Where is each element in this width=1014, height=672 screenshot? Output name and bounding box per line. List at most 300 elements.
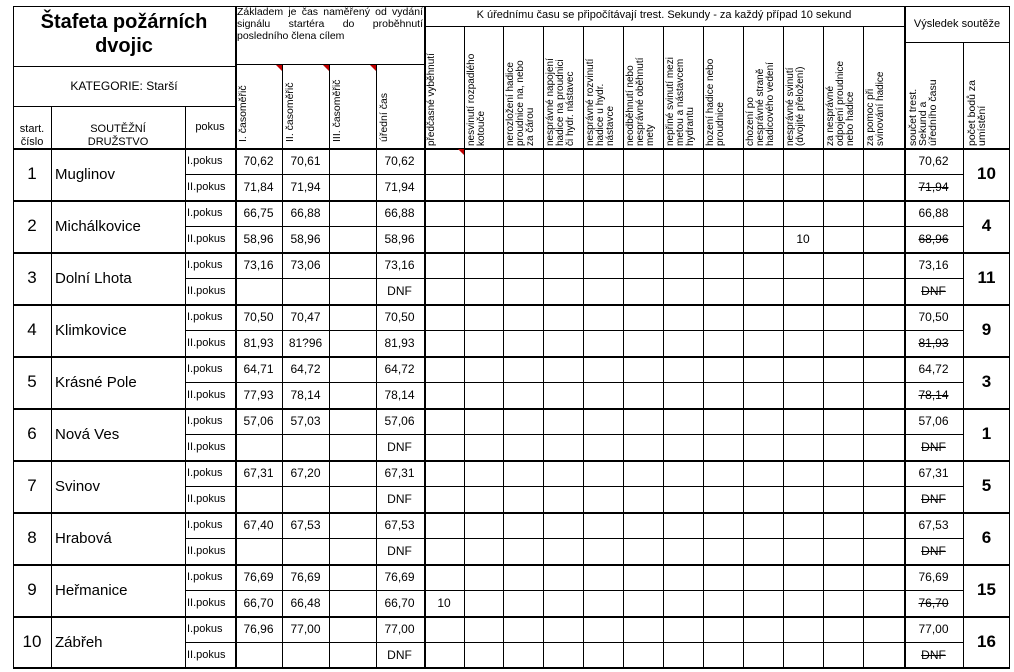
penalty-value-12 <box>863 174 904 200</box>
penalty-value-5 <box>583 434 623 460</box>
comment-marker <box>323 65 329 71</box>
official-time-value: 58,96 <box>384 232 415 246</box>
penalty-header-7: nepřiné svinutí mezi metou a nástavcem hydrantu <box>665 57 696 146</box>
penalty-value-12 <box>863 226 904 252</box>
attempt-label: I.pokus <box>187 259 223 271</box>
penalty-value-5 <box>583 226 623 252</box>
timer2-value <box>284 434 327 460</box>
attempt-label: II.pokus <box>187 597 226 609</box>
timer3-value <box>331 252 374 278</box>
penalty-value-11 <box>823 512 863 538</box>
penalty-value-11 <box>823 616 863 642</box>
penalty-value-10 <box>783 564 823 590</box>
penalty-value-7 <box>663 304 703 330</box>
penalty-value-3 <box>503 590 543 616</box>
timer2-value: 64,72 <box>290 362 321 376</box>
timer3-value <box>331 642 374 668</box>
penalty-value-7 <box>663 148 703 174</box>
penalty-value-1 <box>424 356 464 382</box>
penalty-value-4 <box>543 226 583 252</box>
penalty-value-2 <box>464 304 503 330</box>
penalty-value-7 <box>663 408 703 434</box>
penalty-value-5 <box>583 486 623 512</box>
penalty-value-3 <box>503 486 543 512</box>
start-number: 6 <box>27 424 37 443</box>
team-name: Muglinov <box>55 165 116 183</box>
penalty-value-7 <box>663 278 703 304</box>
penalty-value-1 <box>424 512 464 538</box>
penalty-value-7 <box>663 590 703 616</box>
penalty-value-10 <box>783 434 823 460</box>
timer2-value: 57,03 <box>290 414 321 428</box>
penalty-value-4 <box>543 174 583 200</box>
timer1-value: 70,62 <box>243 154 274 168</box>
penalty-value-4 <box>543 434 583 460</box>
penalty-value-1 <box>424 434 464 460</box>
penalty-value-6 <box>623 174 663 200</box>
timer1-value: 73,16 <box>243 258 274 272</box>
penalty-value-2 <box>464 408 503 434</box>
penalty-value-12 <box>863 382 904 408</box>
penalty-value-12 <box>863 278 904 304</box>
timer3-value <box>331 512 374 538</box>
sum-value: 78,14 <box>918 388 949 402</box>
comment-marker <box>276 65 282 71</box>
penalty-value-12 <box>863 486 904 512</box>
team-name: Dolní Lhota <box>55 269 132 287</box>
penalty-value-6 <box>623 226 663 252</box>
penalty-value-1 <box>424 330 464 356</box>
penalty-value-7 <box>663 200 703 226</box>
penalty-value-10 <box>783 408 823 434</box>
points-value: 15 <box>977 580 996 599</box>
penalty-value-1 <box>424 200 464 226</box>
sum-value: 77,00 <box>918 622 949 636</box>
penalty-header-2: nesvinutí rozpadlého kotouče <box>466 53 487 146</box>
penalty-value-12 <box>863 538 904 564</box>
penalty-value-8 <box>703 434 743 460</box>
penalty-value-8 <box>703 174 743 200</box>
timer1-value: 64,71 <box>243 362 274 376</box>
penalty-value-1 <box>424 148 464 174</box>
attempt-label: II.pokus <box>187 545 226 557</box>
official-time-value: 66,88 <box>384 206 415 220</box>
penalty-value-8 <box>703 642 743 668</box>
penalty-value-7 <box>663 434 703 460</box>
attempt-label: II.pokus <box>187 337 226 349</box>
penalty-value-11 <box>823 642 863 668</box>
penalty-value-8 <box>703 590 743 616</box>
penalty-header-10: nesprávné svinutí (dvojité přeložení) <box>785 66 806 146</box>
penalty-value-8 <box>703 148 743 174</box>
column-divider <box>376 64 377 668</box>
penalty-value-9 <box>743 356 783 382</box>
sum-value: DNF <box>921 284 946 298</box>
penalty-value-9 <box>743 538 783 564</box>
penalty-value-3 <box>503 382 543 408</box>
attempt-label: pokus <box>195 121 225 133</box>
timer3-value <box>331 330 374 356</box>
timer3-value <box>331 486 374 512</box>
points-value: 5 <box>981 476 992 495</box>
penalty-value-6 <box>623 356 663 382</box>
start-number: 1 <box>27 164 37 183</box>
penalty-value-6 <box>623 642 663 668</box>
penalty-value-10 <box>783 538 823 564</box>
penalty-value-7 <box>663 356 703 382</box>
penalty-value-8 <box>703 486 743 512</box>
timer3-value <box>331 590 374 616</box>
team-name: Klimkovice <box>55 321 127 339</box>
penalty-value-9 <box>743 460 783 486</box>
timer3-value <box>331 356 374 382</box>
official-time-value: 76,69 <box>384 570 415 584</box>
timer2-value: 66,48 <box>290 596 321 610</box>
penalty-value-12 <box>863 200 904 226</box>
timer3-value <box>331 460 374 486</box>
timer3-value <box>331 538 374 564</box>
sum-value: 76,69 <box>918 570 949 584</box>
points-value: 16 <box>977 632 996 651</box>
timer1-value: 67,40 <box>243 518 274 532</box>
points-header: počet bodů za umístění <box>966 80 988 146</box>
official-time-value: 70,62 <box>384 154 415 168</box>
penalty-value-6 <box>623 434 663 460</box>
penalty-value-7 <box>663 226 703 252</box>
penalty-value-7 <box>663 616 703 642</box>
penalty-header-9: chození po nesprávné straně hadicového vedení <box>745 62 776 146</box>
timer3-value <box>331 226 374 252</box>
start-number: 8 <box>27 528 37 547</box>
penalty-value-6 <box>623 408 663 434</box>
penalty-value-8 <box>703 278 743 304</box>
penalty-value-12 <box>863 590 904 616</box>
attempt-label: I.pokus <box>187 155 223 167</box>
start-number: 9 <box>27 580 37 599</box>
sum-value: 57,06 <box>918 414 949 428</box>
sum-value: 67,31 <box>918 466 949 480</box>
official-time-value: 66,70 <box>384 596 415 610</box>
penalty-value-12 <box>863 252 904 278</box>
points-value: 6 <box>981 528 992 547</box>
penalty-value-2 <box>464 382 503 408</box>
penalty-value-2 <box>464 512 503 538</box>
penalty-value-7 <box>663 642 703 668</box>
penalty-value-11 <box>823 226 863 252</box>
penalty-value-7 <box>663 460 703 486</box>
attempt-label: I.pokus <box>187 363 223 375</box>
penalty-value-6 <box>623 538 663 564</box>
timer1-value: 76,69 <box>243 570 274 584</box>
base-note-text: Základem je čas naměřený od vydání signálu startéra do proběhnutí posledního člena cílem <box>237 6 423 42</box>
penalty-value-4 <box>543 304 583 330</box>
attempt-label: II.pokus <box>187 285 226 297</box>
timer1-value: 58,96 <box>243 232 274 246</box>
timer1-value: 81,93 <box>243 336 274 350</box>
penalty-value-12 <box>863 408 904 434</box>
official-time-value: 78,14 <box>384 388 415 402</box>
timer3-value <box>331 564 374 590</box>
penalty-value-2 <box>464 616 503 642</box>
penalty-value-6 <box>623 278 663 304</box>
team-label: SOUTĚŽNÍ DRUŽSTVO <box>87 123 149 148</box>
timer1-value <box>237 486 280 512</box>
timer1-value: 77,93 <box>243 388 274 402</box>
penalty-value-10 <box>783 382 823 408</box>
penalty-value-10 <box>783 278 823 304</box>
timer2-value: 70,47 <box>290 310 321 324</box>
official-time-value: 64,72 <box>384 362 415 376</box>
team-name: Zábřeh <box>55 633 103 651</box>
penalty-value-1 <box>424 382 464 408</box>
penalty-value-3 <box>503 356 543 382</box>
penalty-value-10 <box>783 174 823 200</box>
penalty-value-11 <box>823 590 863 616</box>
penalty-value-11 <box>823 434 863 460</box>
penalty-value-5 <box>583 642 623 668</box>
penalty-value-11 <box>823 200 863 226</box>
timer3-header: III. časoměřič <box>331 79 343 142</box>
timer1-value <box>237 278 280 304</box>
penalty-value-10 <box>783 616 823 642</box>
penalty-value-2 <box>464 174 503 200</box>
penalty-value-7 <box>663 538 703 564</box>
penalty-value-12 <box>863 330 904 356</box>
penalty-note-text: K úřednímu času se připočítávají trest. Sekundy - za každý případ 10 sekund <box>476 9 852 21</box>
penalty-value-3 <box>503 304 543 330</box>
penalty-value-3 <box>503 174 543 200</box>
penalty-value-2 <box>464 538 503 564</box>
attempt-label: I.pokus <box>187 311 223 323</box>
penalty-value-5 <box>583 564 623 590</box>
penalty-value-3 <box>503 278 543 304</box>
penalty-value-5 <box>583 278 623 304</box>
timer1-value <box>237 538 280 564</box>
penalty-value-8 <box>703 538 743 564</box>
penalty-value-5 <box>583 382 623 408</box>
attempt-label: I.pokus <box>187 467 223 479</box>
attempt-label: II.pokus <box>187 233 226 245</box>
penalty-value-9 <box>743 330 783 356</box>
penalty-value-11 <box>823 486 863 512</box>
penalty-value-3 <box>503 538 543 564</box>
sum-value: 64,72 <box>918 362 949 376</box>
team-name: Hrabová <box>55 529 112 547</box>
penalty-value-11 <box>823 460 863 486</box>
penalty-value-5 <box>583 356 623 382</box>
penalty-value-11 <box>823 304 863 330</box>
penalty-value-1 <box>424 304 464 330</box>
penalty-value-8 <box>703 356 743 382</box>
penalty-value-6 <box>623 200 663 226</box>
timer2-value: 81?96 <box>288 336 323 350</box>
penalty-value-6 <box>623 512 663 538</box>
penalty-value-4 <box>543 200 583 226</box>
penalty-value-11 <box>823 278 863 304</box>
penalty-value-11 <box>823 538 863 564</box>
penalty-value-4 <box>543 382 583 408</box>
timer3-value <box>331 616 374 642</box>
penalty-value-10 <box>783 642 823 668</box>
penalty-value-8 <box>703 226 743 252</box>
penalty-value-2 <box>464 356 503 382</box>
points-value: 10 <box>977 164 996 183</box>
penalty-value-3 <box>503 642 543 668</box>
penalty-value-11 <box>823 356 863 382</box>
sum-value: 71,94 <box>918 180 949 194</box>
penalty-value-6 <box>623 460 663 486</box>
penalty-value-1: 10 <box>437 596 451 610</box>
penalty-value-4 <box>543 512 583 538</box>
team-name: Nová Ves <box>55 425 120 443</box>
sum-value: DNF <box>921 492 946 506</box>
penalty-value-4 <box>543 486 583 512</box>
penalty-value-5 <box>583 174 623 200</box>
team-name: Heřmanice <box>55 581 128 599</box>
penalty-value-9 <box>743 512 783 538</box>
penalty-value-12 <box>863 148 904 174</box>
penalty-value-2 <box>464 200 503 226</box>
timer2-value: 67,53 <box>290 518 321 532</box>
penalty-value-2 <box>464 486 503 512</box>
penalty-value-3 <box>503 252 543 278</box>
penalty-value-9 <box>743 200 783 226</box>
official-time-value: DNF <box>387 440 412 454</box>
official-time-value: DNF <box>387 648 412 662</box>
penalty-value-7 <box>663 512 703 538</box>
penalty-value-9 <box>743 226 783 252</box>
penalty-value-12 <box>863 564 904 590</box>
penalty-value-10 <box>783 590 823 616</box>
penalty-value-1 <box>424 278 464 304</box>
attempt-label: I.pokus <box>187 623 223 635</box>
timer2-value: 67,20 <box>290 466 321 480</box>
timer1-header: I. časoměřič <box>237 85 249 142</box>
penalty-value-9 <box>743 486 783 512</box>
penalty-value-5 <box>583 252 623 278</box>
sum-value: 66,88 <box>918 206 949 220</box>
penalty-header-11: za nesprávné odpojení proudnice nebo hadice <box>825 60 856 146</box>
penalty-value-4 <box>543 616 583 642</box>
penalty-value-3 <box>503 434 543 460</box>
penalty-value-12 <box>863 616 904 642</box>
penalty-value-8 <box>703 330 743 356</box>
team-name: Michálkovice <box>55 217 141 235</box>
team-name: Svinov <box>55 477 101 495</box>
penalty-value-9 <box>743 434 783 460</box>
penalty-value-2 <box>464 226 503 252</box>
penalty-value-11 <box>823 564 863 590</box>
penalty-value-4 <box>543 460 583 486</box>
penalty-value-10 <box>783 148 823 174</box>
penalty-value-1 <box>424 460 464 486</box>
sum-value: 76,70 <box>918 596 949 610</box>
start-number: 10 <box>22 632 42 651</box>
penalty-value-6 <box>623 616 663 642</box>
penalty-value-3 <box>503 330 543 356</box>
sum-value: DNF <box>921 544 946 558</box>
penalty-value-4 <box>543 252 583 278</box>
penalty-value-4 <box>543 148 583 174</box>
penalty-value-12 <box>863 460 904 486</box>
penalty-value-9 <box>743 642 783 668</box>
penalty-value-5 <box>583 512 623 538</box>
penalty-value-2 <box>464 564 503 590</box>
timer3-value <box>331 200 374 226</box>
penalty-header-1: předčasné vyběhnutí <box>426 53 437 146</box>
penalty-value-12 <box>863 642 904 668</box>
penalty-value-7 <box>663 382 703 408</box>
points-value: 4 <box>981 216 992 235</box>
timer2-value <box>284 538 327 564</box>
penalty-value-8 <box>703 408 743 434</box>
penalty-value-10: 10 <box>796 232 810 246</box>
penalty-value-5 <box>583 148 623 174</box>
penalty-value-10 <box>783 460 823 486</box>
penalty-header-12: za pomoc při svinování hadice <box>865 71 886 146</box>
penalty-value-9 <box>743 616 783 642</box>
penalty-value-8 <box>703 382 743 408</box>
sum-value: DNF <box>921 440 946 454</box>
penalty-value-5 <box>583 538 623 564</box>
timer3-value <box>331 434 374 460</box>
official-time-value: DNF <box>387 544 412 558</box>
timer3-value <box>331 148 374 174</box>
timer3-value <box>331 174 374 200</box>
timer2-value: 58,96 <box>290 232 321 246</box>
official-time-value: DNF <box>387 284 412 298</box>
penalty-value-10 <box>783 304 823 330</box>
timer2-value <box>284 642 327 668</box>
penalty-value-7 <box>663 252 703 278</box>
penalty-value-12 <box>863 304 904 330</box>
penalty-value-3 <box>503 616 543 642</box>
penalty-value-4 <box>543 564 583 590</box>
penalty-value-5 <box>583 616 623 642</box>
penalty-value-6 <box>623 304 663 330</box>
sum-value: 81,93 <box>918 336 949 350</box>
attempt-label: II.pokus <box>187 649 226 661</box>
penalty-value-2 <box>464 642 503 668</box>
penalty-value-9 <box>743 304 783 330</box>
penalty-value-9 <box>743 408 783 434</box>
official-time-header: úřední čas <box>378 92 390 142</box>
timer1-value: 67,31 <box>243 466 274 480</box>
penalty-value-11 <box>823 252 863 278</box>
penalty-value-2 <box>464 278 503 304</box>
penalty-value-9 <box>743 252 783 278</box>
column-divider <box>282 64 283 668</box>
penalty-value-11 <box>823 330 863 356</box>
attempt-label: I.pokus <box>187 571 223 583</box>
penalty-value-11 <box>823 148 863 174</box>
penalty-value-3 <box>503 460 543 486</box>
penalty-value-9 <box>743 148 783 174</box>
timer2-value: 76,69 <box>290 570 321 584</box>
timer2-value: 77,00 <box>290 622 321 636</box>
penalty-value-9 <box>743 564 783 590</box>
timer3-value <box>331 278 374 304</box>
penalty-value-7 <box>663 486 703 512</box>
points-value: 1 <box>981 424 992 443</box>
penalty-value-6 <box>623 590 663 616</box>
penalty-value-9 <box>743 382 783 408</box>
timer3-value <box>331 304 374 330</box>
penalty-value-3 <box>503 564 543 590</box>
header-divider <box>904 42 1010 43</box>
team-name: Krásné Pole <box>55 373 137 391</box>
team-divider <box>13 668 1010 669</box>
